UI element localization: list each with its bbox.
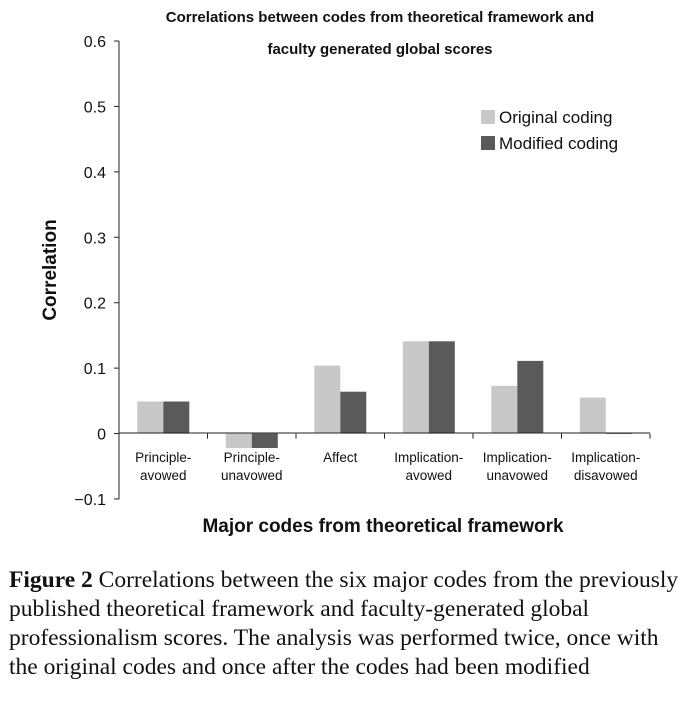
bar-original-2 xyxy=(226,434,252,448)
y-tick-label: 0.1 xyxy=(83,361,106,379)
bar-original-6 xyxy=(580,398,606,434)
category-label: unavowed xyxy=(221,468,283,483)
category-label: Implication- xyxy=(571,450,641,465)
category-label: Affect xyxy=(323,450,358,465)
bar-modified-5 xyxy=(517,361,543,434)
y-tick-label: 0 xyxy=(97,426,106,444)
legend xyxy=(481,108,618,153)
category-label: avowed xyxy=(405,468,453,483)
chart-title-line-1: Correlations between codes from theoretical framework and xyxy=(165,9,595,26)
y-axis-title: Correlation xyxy=(40,219,61,321)
bar-original-5 xyxy=(491,386,517,434)
figure-label: Figure 2 xyxy=(9,567,93,593)
bar-modified-4 xyxy=(429,341,455,433)
category-labels-group xyxy=(135,450,640,483)
bar-modified-1 xyxy=(163,402,189,434)
y-ticks-group xyxy=(74,34,119,509)
legend-label-modified: Modified coding xyxy=(499,134,619,153)
category-label: disavowed xyxy=(573,468,638,483)
y-tick-label: 0.2 xyxy=(83,295,106,313)
y-tick-label: 0.4 xyxy=(83,164,106,182)
category-label: Principle- xyxy=(135,450,192,465)
x-ticks-group xyxy=(119,434,650,439)
category-label: Implication- xyxy=(394,450,464,465)
bar-modified-2 xyxy=(252,434,278,448)
y-tick-label: 0.3 xyxy=(83,230,106,248)
legend-swatch-modified xyxy=(481,136,495,150)
bar-modified-3 xyxy=(340,392,366,434)
category-label: avowed xyxy=(140,468,187,483)
category-label: Principle- xyxy=(223,450,280,465)
y-tick-label: −0.1 xyxy=(74,492,106,509)
bar-original-4 xyxy=(403,341,429,433)
figure-caption xyxy=(9,566,681,682)
legend-swatch-original xyxy=(481,110,495,124)
bars-group xyxy=(137,341,632,448)
figure-caption-text: Correlations between the six major codes from the previously published theoretical framework and faculty-generated global professionalism scores. The analysis was performed twice, once with the original codes and once after the codes had been modified xyxy=(9,567,679,680)
y-tick-label: 0.6 xyxy=(83,34,106,51)
chart-title-line-2: faculty generated global scores xyxy=(267,41,493,58)
category-label: Implication- xyxy=(482,450,552,465)
category-label: unavowed xyxy=(486,468,549,483)
y-tick-label: 0.5 xyxy=(83,99,106,117)
bar-original-1 xyxy=(137,402,163,434)
legend-label-original: Original coding xyxy=(499,108,613,127)
bar-original-3 xyxy=(314,366,340,434)
x-axis-title: Major codes from theoretical framework xyxy=(202,516,564,537)
